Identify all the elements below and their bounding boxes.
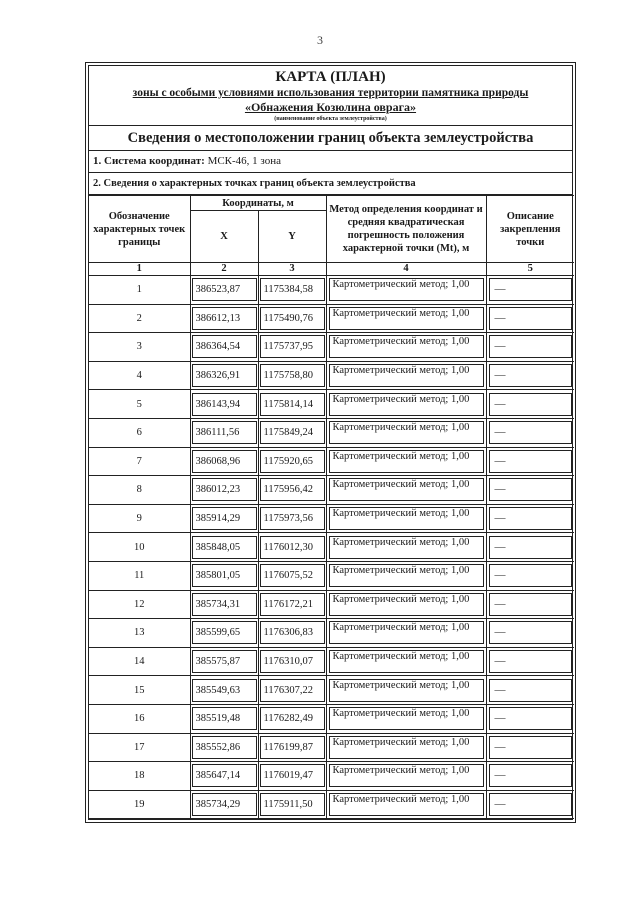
y-coordinate-cell (258, 361, 326, 390)
column-number-4: 4 (326, 263, 486, 276)
description-cell-value: — (489, 793, 573, 816)
y-coordinate-cell (258, 390, 326, 419)
y-coordinate-cell-value: 1175758,80 (260, 364, 325, 387)
y-coordinate-cell (258, 762, 326, 791)
table-row (89, 390, 574, 419)
description-cell (486, 561, 574, 590)
table-row (89, 790, 574, 819)
description-cell-value: — (489, 478, 573, 501)
method-cell (326, 276, 486, 305)
method-cell (326, 476, 486, 505)
coord-system-value: МСК-46, 1 зона (207, 155, 281, 167)
method-cell-value: Картометрический метод; 1,00 (329, 707, 484, 730)
header-coords: Координаты, м (190, 196, 326, 211)
header-y: Y (258, 211, 326, 263)
x-coordinate-cell (190, 447, 258, 476)
y-coordinate-cell (258, 276, 326, 305)
point-number-cell: 17 (89, 733, 190, 762)
y-coordinate-cell (258, 647, 326, 676)
table-row (89, 504, 574, 533)
method-cell-value: Картометрический метод; 1,00 (329, 278, 484, 301)
point-number-cell: 18 (89, 762, 190, 791)
method-cell-value: Картометрический метод; 1,00 (329, 736, 484, 759)
description-cell-value: — (489, 393, 573, 416)
description-cell-value: — (489, 278, 573, 301)
description-cell-value: — (489, 679, 573, 702)
description-cell (486, 647, 574, 676)
table-row (89, 333, 574, 362)
y-coordinate-cell-value: 1175911,50 (260, 793, 325, 816)
method-cell (326, 447, 486, 476)
description-cell (486, 390, 574, 419)
y-coordinate-cell-value: 1176172,21 (260, 593, 325, 616)
method-cell-value: Картометрический метод; 1,00 (329, 650, 484, 673)
x-coordinate-cell (190, 418, 258, 447)
table-row (89, 361, 574, 390)
point-number-cell: 3 (89, 333, 190, 362)
x-coordinate-cell (190, 304, 258, 333)
description-cell (486, 704, 574, 733)
page-number: 3 (317, 33, 323, 47)
table-row (89, 476, 574, 505)
description-cell-value: — (489, 450, 573, 473)
description-cell (486, 361, 574, 390)
method-cell (326, 762, 486, 791)
description-cell (486, 676, 574, 705)
y-coordinate-cell-value: 1176199,87 (260, 736, 325, 759)
point-number-cell: 5 (89, 390, 190, 419)
header-point-label: Обозначение характерных точек границы (89, 196, 190, 263)
table-row (89, 533, 574, 562)
method-cell-value: Картометрический метод; 1,00 (329, 793, 484, 816)
x-coordinate-cell-value: 385599,65 (192, 621, 257, 644)
description-cell-value: — (489, 764, 573, 787)
method-cell (326, 590, 486, 619)
y-coordinate-cell-value: 1175384,58 (260, 278, 325, 301)
description-cell-value: — (489, 650, 573, 673)
x-coordinate-cell-value: 386326,91 (192, 364, 257, 387)
x-coordinate-cell (190, 704, 258, 733)
x-coordinate-cell-value: 386111,56 (192, 421, 257, 444)
x-coordinate-cell-value: 386523,87 (192, 278, 257, 301)
point-number-cell: 13 (89, 619, 190, 648)
method-cell (326, 790, 486, 819)
table-row (89, 304, 574, 333)
method-cell-value: Картометрический метод; 1,00 (329, 679, 484, 702)
method-cell-value: Картометрический метод; 1,00 (329, 393, 484, 416)
y-coordinate-cell-value: 1175973,56 (260, 507, 325, 530)
object-name: «Обнажения Козюлина оврага» (244, 100, 417, 114)
point-number-cell: 1 (89, 276, 190, 305)
document-frame-inner (88, 65, 573, 820)
document-title: КАРТА (ПЛАН) (275, 69, 386, 85)
point-number-cell: 11 (89, 561, 190, 590)
x-coordinate-cell (190, 476, 258, 505)
header-description: Описание закрепления точки (486, 196, 574, 263)
point-number-cell: 6 (89, 418, 190, 447)
y-coordinate-cell (258, 676, 326, 705)
y-coordinate-cell-value: 1175956,42 (260, 478, 325, 501)
table-row (89, 418, 574, 447)
x-coordinate-cell-value: 385734,31 (192, 593, 257, 616)
description-cell (486, 590, 574, 619)
point-number-cell: 4 (89, 361, 190, 390)
x-coordinate-cell (190, 361, 258, 390)
method-cell (326, 418, 486, 447)
method-cell-value: Картометрический метод; 1,00 (329, 307, 484, 330)
x-coordinate-cell-value: 386612,13 (192, 307, 257, 330)
y-coordinate-cell (258, 476, 326, 505)
method-cell (326, 647, 486, 676)
column-number-2: 2 (190, 263, 258, 276)
y-coordinate-cell (258, 533, 326, 562)
description-cell (486, 418, 574, 447)
points-section-title: 2. Сведения о характерных точках границ объекта землеустройства (89, 173, 572, 195)
method-cell (326, 704, 486, 733)
y-coordinate-cell-value: 1175490,76 (260, 307, 325, 330)
x-coordinate-cell (190, 333, 258, 362)
y-coordinate-cell (258, 418, 326, 447)
coord-system-label: 1. Система координат: (93, 155, 205, 167)
y-coordinate-cell-value: 1175737,95 (260, 335, 325, 358)
point-number-cell: 9 (89, 504, 190, 533)
method-cell-value: Картометрический метод; 1,00 (329, 364, 484, 387)
method-cell-value: Картометрический метод; 1,00 (329, 764, 484, 787)
method-cell (326, 676, 486, 705)
x-coordinate-cell-value: 385734,29 (192, 793, 257, 816)
method-cell-value: Картометрический метод; 1,00 (329, 564, 484, 587)
description-cell (486, 276, 574, 305)
table-row (89, 619, 574, 648)
y-coordinate-cell (258, 304, 326, 333)
column-number-5: 5 (486, 263, 574, 276)
point-number-cell: 14 (89, 647, 190, 676)
description-cell-value: — (489, 335, 573, 358)
x-coordinate-cell (190, 533, 258, 562)
y-coordinate-cell-value: 1176282,49 (260, 707, 325, 730)
x-coordinate-cell-value: 385549,63 (192, 679, 257, 702)
y-coordinate-cell (258, 619, 326, 648)
x-coordinate-cell (190, 276, 258, 305)
document-frame (85, 62, 576, 823)
x-coordinate-cell (190, 790, 258, 819)
point-number-cell: 16 (89, 704, 190, 733)
method-cell (326, 561, 486, 590)
description-cell-value: — (489, 736, 573, 759)
description-cell-value: — (489, 621, 573, 644)
description-cell-value: — (489, 307, 573, 330)
description-cell-value: — (489, 536, 573, 559)
y-coordinate-cell (258, 790, 326, 819)
y-coordinate-cell-value: 1175849,24 (260, 421, 325, 444)
method-cell (326, 533, 486, 562)
x-coordinate-cell-value: 385519,48 (192, 707, 257, 730)
x-coordinate-cell (190, 676, 258, 705)
method-cell-value: Картометрический метод; 1,00 (329, 507, 484, 530)
description-cell (486, 304, 574, 333)
method-cell (326, 733, 486, 762)
table-row (89, 733, 574, 762)
method-cell (326, 361, 486, 390)
description-cell-value: — (489, 421, 573, 444)
y-coordinate-cell-value: 1176075,52 (260, 564, 325, 587)
point-number-cell: 19 (89, 790, 190, 819)
x-coordinate-cell-value: 385647,14 (192, 764, 257, 787)
description-cell (486, 533, 574, 562)
description-cell-value: — (489, 707, 573, 730)
point-number-cell: 12 (89, 590, 190, 619)
y-coordinate-cell-value: 1176012,30 (260, 536, 325, 559)
x-coordinate-cell (190, 762, 258, 791)
points-table (89, 195, 574, 819)
table-row (89, 647, 574, 676)
point-number-cell: 10 (89, 533, 190, 562)
description-cell-value: — (489, 507, 573, 530)
method-cell-value: Картометрический метод; 1,00 (329, 593, 484, 616)
x-coordinate-cell (190, 647, 258, 676)
x-coordinate-cell-value: 385552,86 (192, 736, 257, 759)
x-coordinate-cell-value: 385848,05 (192, 536, 257, 559)
point-number-cell: 15 (89, 676, 190, 705)
description-cell (486, 619, 574, 648)
table-row (89, 276, 574, 305)
column-number-3: 3 (258, 263, 326, 276)
x-coordinate-cell (190, 619, 258, 648)
table-row (89, 704, 574, 733)
y-coordinate-cell (258, 447, 326, 476)
y-coordinate-cell (258, 590, 326, 619)
description-cell (486, 333, 574, 362)
method-cell (326, 333, 486, 362)
y-coordinate-cell-value: 1175814,14 (260, 393, 325, 416)
x-coordinate-cell-value: 385575,87 (192, 650, 257, 673)
x-coordinate-cell-value: 386012,23 (192, 478, 257, 501)
description-cell-value: — (489, 564, 573, 587)
method-cell (326, 619, 486, 648)
x-coordinate-cell (190, 590, 258, 619)
table-row (89, 590, 574, 619)
y-coordinate-cell (258, 333, 326, 362)
coord-system-line (89, 151, 572, 173)
y-coordinate-cell (258, 733, 326, 762)
description-cell (486, 790, 574, 819)
y-coordinate-cell (258, 504, 326, 533)
table-row (89, 762, 574, 791)
description-cell (486, 476, 574, 505)
x-coordinate-cell (190, 504, 258, 533)
header-x: X (190, 211, 258, 263)
x-coordinate-cell-value: 386068,96 (192, 450, 257, 473)
object-caption: (наименование объекта землеустройства) (274, 116, 387, 122)
x-coordinate-cell (190, 390, 258, 419)
method-cell-value: Картометрический метод; 1,00 (329, 621, 484, 644)
y-coordinate-cell (258, 561, 326, 590)
description-cell-value: — (489, 593, 573, 616)
column-number-1: 1 (89, 263, 190, 276)
method-cell-value: Картометрический метод; 1,00 (329, 536, 484, 559)
document-header (89, 66, 572, 126)
method-cell-value: Картометрический метод; 1,00 (329, 450, 484, 473)
point-number-cell: 7 (89, 447, 190, 476)
y-coordinate-cell-value: 1176310,07 (260, 650, 325, 673)
table-row (89, 561, 574, 590)
description-cell (486, 733, 574, 762)
document-subtitle: зоны с особыми условиями использования территории памятника природы (132, 87, 529, 99)
point-number-cell: 8 (89, 476, 190, 505)
method-cell-value: Картометрический метод; 1,00 (329, 478, 484, 501)
x-coordinate-cell (190, 733, 258, 762)
method-cell (326, 504, 486, 533)
y-coordinate-cell (258, 704, 326, 733)
x-coordinate-cell-value: 385801,05 (192, 564, 257, 587)
point-number-cell: 2 (89, 304, 190, 333)
y-coordinate-cell-value: 1176306,83 (260, 621, 325, 644)
method-cell-value: Картометрический метод; 1,00 (329, 335, 484, 358)
section-title: Сведения о местоположении границ объекта землеустройства (89, 126, 572, 151)
y-coordinate-cell-value: 1176307,22 (260, 679, 325, 702)
description-cell (486, 504, 574, 533)
description-cell (486, 447, 574, 476)
method-cell-value: Картометрический метод; 1,00 (329, 421, 484, 444)
x-coordinate-cell-value: 385914,29 (192, 507, 257, 530)
x-coordinate-cell-value: 386364,54 (192, 335, 257, 358)
x-coordinate-cell-value: 386143,94 (192, 393, 257, 416)
y-coordinate-cell-value: 1176019,47 (260, 764, 325, 787)
table-row (89, 447, 574, 476)
description-cell (486, 762, 574, 791)
table-row (89, 676, 574, 705)
header-method: Метод определения координат и средняя квадратическая погрешность положения характерной точки (Mt), м (326, 196, 486, 263)
method-cell (326, 390, 486, 419)
y-coordinate-cell-value: 1175920,65 (260, 450, 325, 473)
description-cell-value: — (489, 364, 573, 387)
method-cell (326, 304, 486, 333)
x-coordinate-cell (190, 561, 258, 590)
